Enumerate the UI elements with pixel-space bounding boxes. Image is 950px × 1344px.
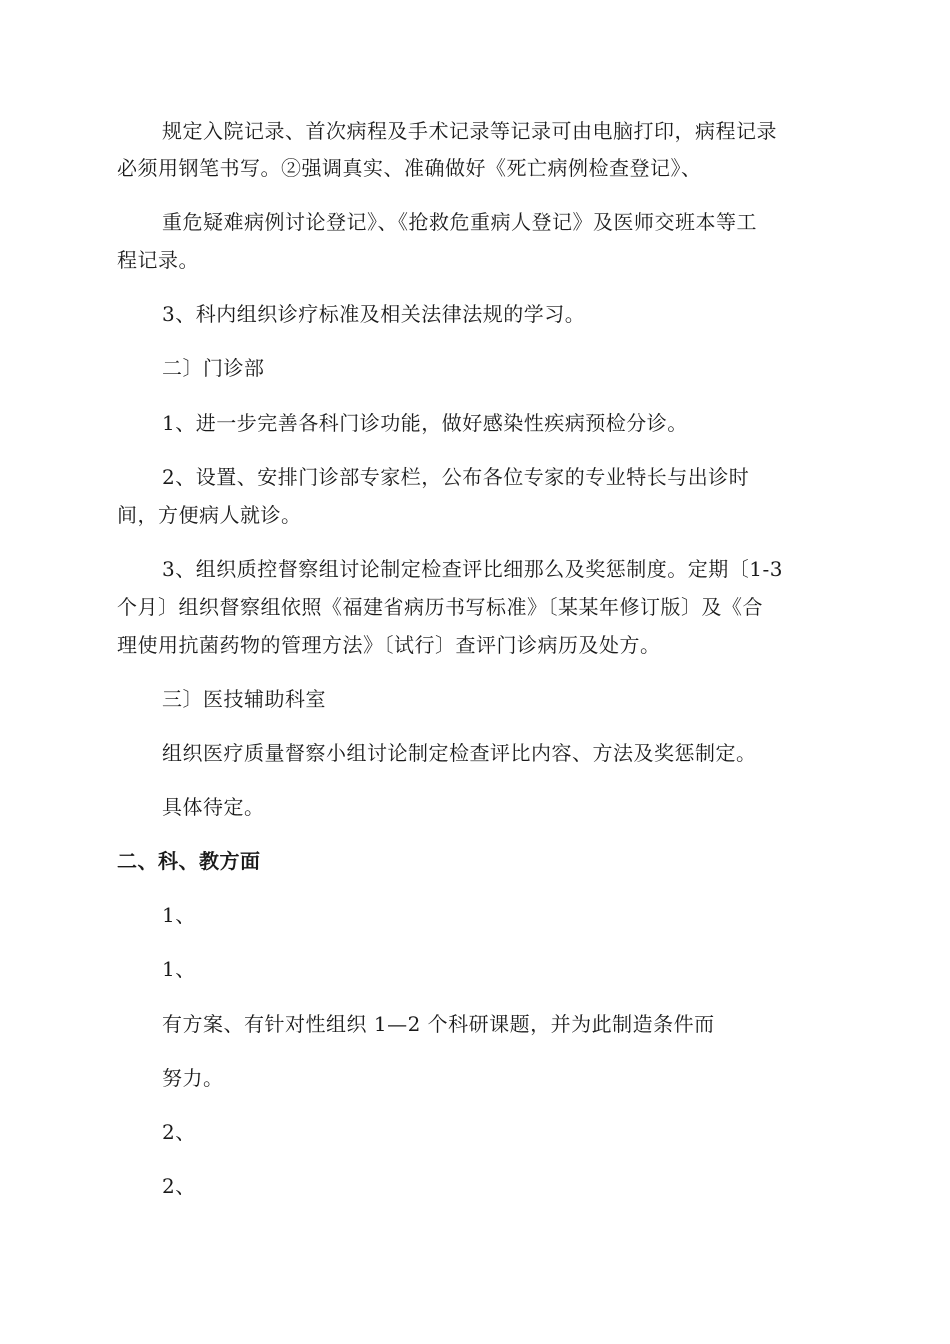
list-marker: 1、: [162, 903, 196, 927]
paragraph-line: 努力。: [162, 1066, 224, 1090]
paragraph-line: 程记录。: [117, 248, 199, 272]
paragraph-line: 有方案、有针对性组织 1—2 个科研课题，并为此制造条件而: [162, 1012, 715, 1036]
paragraph-line: 间，方便病人就诊。: [117, 503, 302, 527]
list-marker: 2、: [162, 1174, 196, 1198]
paragraph-line: 1、进一步完善各科门诊功能，做好感染性疾病预检分诊。: [162, 411, 688, 435]
paragraph-line: 组织医疗质量督察小组讨论制定检查评比内容、方法及奖惩制定。: [162, 741, 757, 765]
paragraph-line: 重危疑难病例讨论登记》、《抢救危重病人登记》及医师交班本等工: [162, 210, 757, 234]
section-heading: 二、科、教方面: [117, 849, 261, 873]
paragraph-line: 规定入院记录、首次病程及手术记录等记录可由电脑打印，病程记录: [162, 119, 777, 143]
list-marker: 1、: [162, 957, 196, 981]
paragraph-line: 必须用钢笔书写。②强调真实、准确做好《死亡病例检查登记》、: [117, 156, 702, 180]
paragraph-line: 3、组织质控督察组讨论制定检查评比细那么及奖惩制度。定期〔1-3: [162, 557, 783, 581]
paragraph-line: 具体待定。: [162, 795, 265, 819]
section-subheading: 二〕门诊部: [162, 356, 265, 380]
section-subheading: 三〕医技辅助科室: [162, 687, 326, 711]
paragraph-line: 2、设置、安排门诊部专家栏，公布各位专家的专业特长与出诊时: [162, 465, 750, 489]
paragraph-line: 个月〕组织督察组依照《福建省病历书写标准》〔某某年修订版〕及《合: [117, 595, 763, 619]
paragraph-line: 3、科内组织诊疗标准及相关法律法规的学习。: [162, 302, 586, 326]
list-marker: 2、: [162, 1120, 196, 1144]
paragraph-line: 理使用抗菌药物的管理方法》〔试行〕查评门诊病历及处方。: [117, 633, 661, 657]
